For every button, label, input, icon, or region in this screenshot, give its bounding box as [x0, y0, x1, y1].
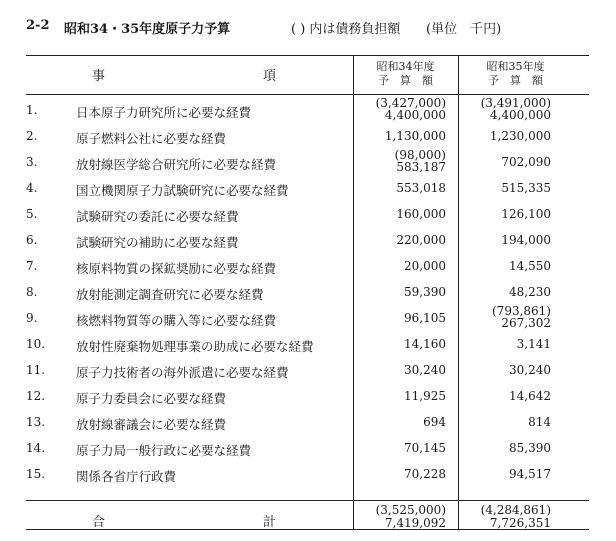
- row-number: 11.: [26, 363, 46, 377]
- row-number: 10.: [26, 337, 46, 351]
- row-fy35-budget: 48,230: [509, 285, 551, 299]
- header-item-left: 事: [92, 69, 106, 84]
- row-fy35-budget: 194,000: [501, 233, 551, 247]
- header-fy35-year: 昭和35年度: [486, 60, 545, 73]
- row-fy35-budget: 126,100: [501, 207, 551, 221]
- column-divider-34: [353, 55, 354, 530]
- row-fy35-debt: (793,861): [492, 304, 551, 318]
- row-fy34-budget: 583,187: [396, 160, 446, 174]
- row-item: 放射線医学総合研究所に必要な経費: [76, 157, 277, 172]
- row-number: 1.: [26, 103, 38, 117]
- header-fy35-amount: 予 算 額: [488, 74, 543, 87]
- row-fy35-budget: 14,642: [509, 389, 551, 403]
- row-fy34-budget: 220,000: [396, 233, 446, 247]
- row-item: 核燃料物質等の購入等に必要な経費: [76, 313, 277, 328]
- row-fy34-budget: 11,925: [404, 389, 446, 403]
- row-item: 原子力局一般行政に必要な経費: [76, 443, 252, 458]
- row-fy35-budget: 267,302: [501, 316, 551, 330]
- row-number: 14.: [26, 441, 46, 455]
- row-fy34-budget: 160,000: [396, 207, 446, 221]
- row-fy35-budget: 4,400,000: [489, 108, 551, 122]
- row-item: 原子力委員会に必要な経費: [76, 391, 227, 406]
- row-number: 15.: [26, 467, 46, 481]
- row-fy35-budget: 515,335: [501, 181, 551, 195]
- row-fy34-budget: 96,105: [404, 311, 446, 325]
- row-item: 放射性廃棄物処理事業の助成に必要な経費: [76, 339, 314, 354]
- row-number: 6.: [26, 233, 38, 247]
- row-fy35-budget: 94,517: [509, 467, 551, 481]
- row-item: 国立機関原子力試験研究に必要な経費: [76, 183, 289, 198]
- row-item: 関係各省庁行政費: [76, 469, 177, 484]
- total-fy35-debt: (4,284,861): [480, 503, 551, 517]
- table-title: 昭和34・35年度原子力予算: [64, 22, 231, 37]
- row-fy35-budget: 1,230,000: [489, 129, 551, 143]
- row-number: 5.: [26, 207, 38, 221]
- row-item: 放射線審議会に必要な経費: [76, 417, 227, 432]
- table-title-row: [26, 18, 606, 38]
- header-fy34-year: 昭和34年度: [376, 60, 435, 73]
- row-number: 9.: [26, 311, 38, 325]
- debt-note: ( ) 内は債務負担額: [291, 22, 401, 37]
- header-fy34: [358, 61, 453, 86]
- top-rule: [26, 55, 589, 56]
- budget-table: [26, 55, 589, 530]
- row-fy34-budget: 4,400,000: [384, 108, 446, 122]
- total-fy34-budget: 7,419,092: [384, 516, 446, 530]
- unit-note: (単位 千円): [426, 22, 502, 37]
- total-label-right: 計: [263, 515, 277, 530]
- row-number: 12.: [26, 389, 46, 403]
- row-fy34-budget: 59,390: [404, 285, 446, 299]
- total-rule: [26, 500, 589, 501]
- total-fy34-debt: (3,525,000): [375, 503, 446, 517]
- row-number: 4.: [26, 181, 38, 195]
- total-label-left: 合: [92, 515, 106, 530]
- row-fy34-budget: 553,018: [396, 181, 446, 195]
- row-fy34-budget: 70,228: [404, 467, 446, 481]
- row-fy34-budget: 20,000: [404, 259, 446, 273]
- header-item-right: 項: [263, 69, 277, 84]
- row-fy35-debt: (3,491,000): [480, 96, 551, 110]
- row-fy34-debt: (3,427,000): [375, 96, 446, 110]
- row-fy34-budget: 1,130,000: [384, 129, 446, 143]
- header-fy35: [468, 61, 563, 86]
- header-rule: [26, 94, 589, 95]
- row-item: 日本原子力研究所に必要な経費: [76, 105, 252, 120]
- row-fy35-budget: 14,550: [509, 259, 551, 273]
- header-fy34-amount: 予 算 額: [378, 74, 433, 87]
- row-fy34-budget: 30,240: [404, 363, 446, 377]
- row-number: 13.: [26, 415, 46, 429]
- row-item: 原子燃料公社に必要な経費: [76, 131, 227, 146]
- row-number: 3.: [26, 155, 38, 169]
- row-fy35-budget: 85,390: [509, 441, 551, 455]
- row-item: 放射能測定調査研究に必要な経費: [76, 287, 264, 302]
- row-fy35-budget: 3,141: [516, 337, 551, 351]
- row-fy35-budget: 814: [528, 415, 551, 429]
- row-fy35-budget: 30,240: [509, 363, 551, 377]
- total-fy35-budget: 7,726,351: [489, 516, 551, 530]
- row-fy35-budget: 702,090: [501, 155, 551, 169]
- row-fy34-budget: 694: [423, 415, 446, 429]
- row-number: 7.: [26, 259, 38, 273]
- section-number: 2-2: [26, 18, 50, 33]
- row-fy34-budget: 14,160: [404, 337, 446, 351]
- row-number: 2.: [26, 129, 38, 143]
- row-item: 核原料物質の探鉱奨励に必要な経費: [76, 261, 277, 276]
- row-item: 原子力技術者の海外派遣に必要な経費: [76, 365, 289, 380]
- row-number: 8.: [26, 285, 38, 299]
- row-fy34-debt: (98,000): [394, 148, 446, 162]
- column-divider-35: [458, 55, 459, 530]
- row-item: 試験研究の委託に必要な経費: [76, 209, 239, 224]
- row-fy34-budget: 70,145: [404, 441, 446, 455]
- row-item: 試験研究の補助に必要な経費: [76, 235, 239, 250]
